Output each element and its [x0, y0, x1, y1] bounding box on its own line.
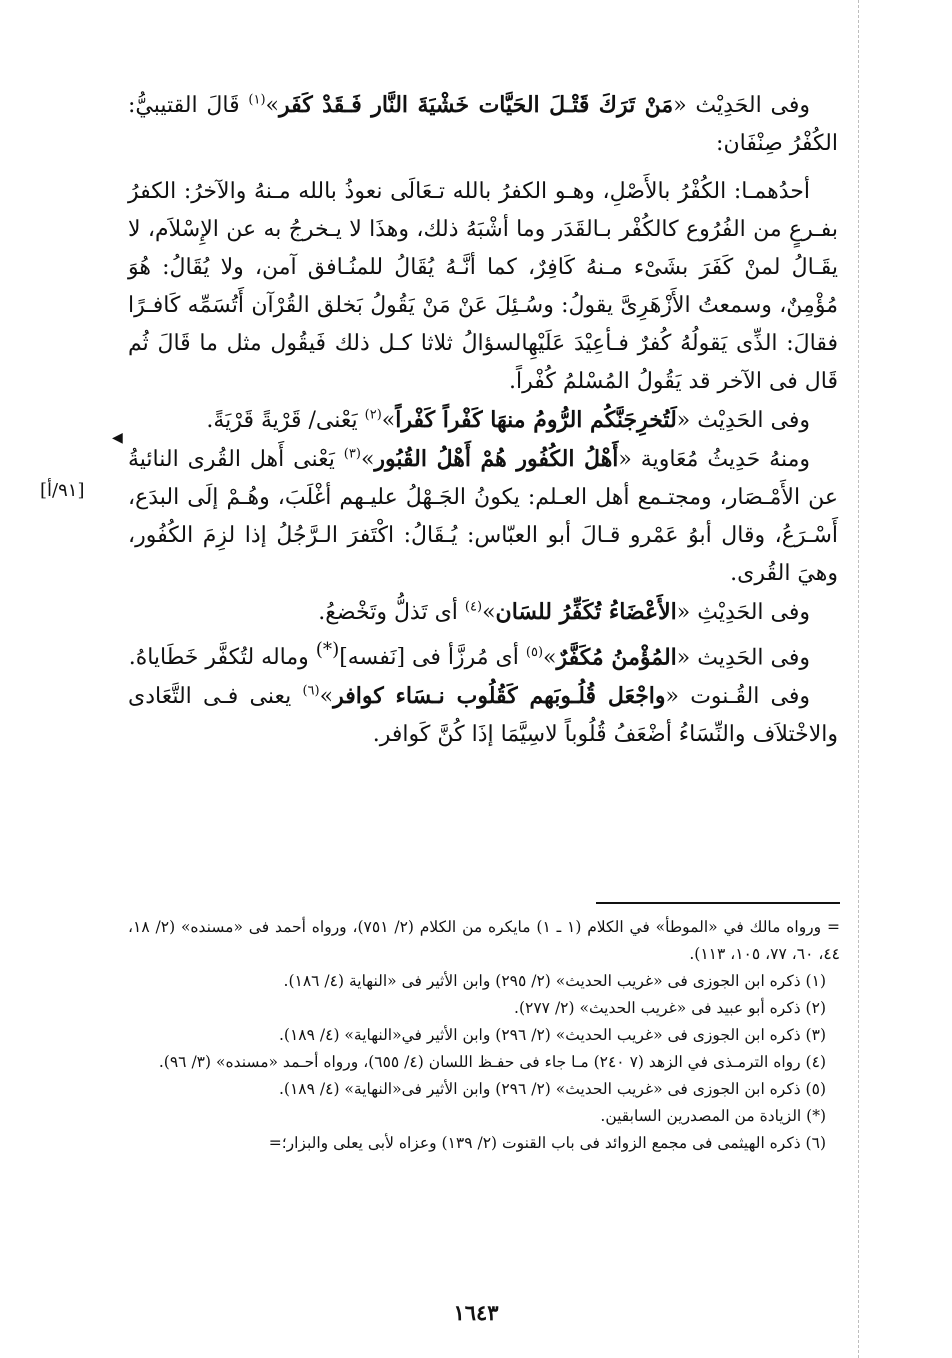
para-text: »: [543, 645, 557, 671]
hadith-quote: الأَعْضَاءُ تُكَفِّرُ للسَان: [495, 599, 677, 625]
para-text: »: [381, 408, 396, 433]
para-text: وفى القُـنوت «: [665, 684, 811, 710]
paragraph-4: [128, 440, 838, 593]
footnote-2: (٢) ذكره أبو عبيد فى «غريب الحديث» (٢/ ٢٧٧).: [514, 999, 826, 1017]
paragraph-1: [128, 86, 838, 163]
para-text: ومنهُ حَدِيثُ مُعَاوية «: [618, 447, 811, 472]
footnote-ref: (١): [248, 92, 266, 108]
footnotes: [128, 914, 840, 1157]
footnote-ref: (٤): [464, 599, 483, 615]
para-text: »: [265, 93, 279, 118]
hadith-quote: مَنْ تَرَكَ قَتْـلَ الحَيَّات خَشْيَةَ النَّار فَـقَدْ كَفَر: [278, 92, 674, 118]
para-text: قَالَ القتيبيُّ: الكُفْرُ صِنْفَان:: [128, 93, 838, 156]
footnote-ref: (٣): [343, 446, 361, 462]
para-text-html: أى مُرزَّأ فى [نَفسه](*) وماله لتُكفَّر خَطَاياهُ.: [128, 640, 526, 671]
footnote-4: (٤) رواه الترمـذى في الزهد (٧ ٢٤٠) مـا جاء فى حفـظ اللسان (٤/ ٦٥٥)، ورواه أحـمد «مسنده» (٣/ ٩٦).: [158, 1053, 826, 1071]
page-number: ١٦٤٣: [453, 1300, 499, 1325]
para-text: وفى الحَدِيث «: [676, 645, 810, 671]
footnote-star: (*) الزيادة من المصدرين السابقين.: [600, 1107, 826, 1125]
folio-marker: [٩١/أ]: [40, 480, 85, 501]
para-text: وفى الحَدِيْث «: [676, 408, 810, 433]
hadith-quote: المُؤْمنُ مُكَفَّرٌ: [556, 644, 677, 671]
main-text: [128, 86, 838, 754]
para-text: يَعْنى أَهل القُرى النائيةُ عن الأَمْـصَار، ومجتـمع أهل العـلم: يكونُ الجَـهْلُ عليـهم أغْلَبَ، وهُـمْ إلَى البدَع، أَسْـرَعُ، وقال أبوُ عَمْرو قـالَ أبو العبّاس: يُـقَالُ: اكْتَفرَ الـرَّجُلُ إذا لزِمَ الكُفُور، وهيَ القُرى.: [128, 447, 838, 586]
para-text: أحدُهمـا: الكُفْرُ بالأَصْلِ، وهـو الكفرُ بالله تـعَالَى نعوذُ بالله مـنهُ والآخرُ: الكفرُ بفـرعٍ من الفُرُوع كالكُفْر بـالقَدَر وما أشْبَهُ ذلك، وهذَا لا يـخرجُ به عن الإِسْلاَم، لا يقَـالُ لمنْ كَفَرَ بشَىْء مـنهُ كَافِرٌ، كما أنَّـهُ يُقَالُ للمنُـافق آمن، ولا يُقَالُ: هُوَ مُؤْمِنٌ، وسمعتُ الأَزْهَرِىَّ يقولُ: وسُـئِلَ عَنْ مَنْ يَقُولُ بَخلق القُرْآن أَتُسَمِّه كَافـرًا فقالَ: الذِّى يَقولُهُ كُفرٌ فـأعِيْدَ عَلَيْهِالسؤالُ ثلاثا كـل ذلك فَيقُول مثل ما قَالَ ثُم قَال فى الآخر قد يَقُولُ المُسْلمُ كُفْراً.: [128, 179, 838, 394]
para-text: أى تَذلُّ وتَخْضعُ.: [318, 600, 465, 625]
para-text: »: [319, 684, 334, 710]
paragraph-3: [128, 401, 838, 440]
hadith-quote: واجْعَل قُلُـوبَهم كَقُلُوب نـسَاء كوافر: [333, 683, 666, 710]
paragraph-7: [128, 677, 838, 754]
hadith-quote: أَهْلُ الكُفُور هُمْ أَهْلُ القُبُور: [374, 446, 619, 472]
footnote-ref: (٢): [364, 407, 382, 423]
paragraph-2: [128, 173, 838, 401]
footnote-6: (٦) ذكره الهيثمى فى مجمع الزوائد فى باب القنوت (٢/ ١٣٩) وعزاه لأبى يعلى والبزار؛=: [268, 1134, 826, 1152]
para-text: »: [482, 600, 496, 625]
para-text: وفى الحَدِيْثِ «: [676, 600, 810, 625]
footnote-ref: (٥): [525, 645, 544, 660]
hadith-quote: لَتُخرِجَنَّكُم الرُّومُ منهَا كَفْراً كَفْراً: [395, 407, 677, 433]
para-text: يعنى فـى التَّعَادى والاخْتلاَف والنِّسَاءُ أضْعَفُ قُلُوباً لاسِيَّمَا إذَا كُنَّ كَوافر.: [128, 684, 838, 748]
margin-dashed-rule: [858, 0, 859, 1358]
para-text: »: [360, 447, 375, 472]
para-text: يَعْنى/ قَرْيةً قَرْيَةً.: [206, 408, 365, 433]
footnote-3: (٣) ذكره ابن الجوزى فى «غريب الحديث» (٢/ ٢٩٦) وابن الأثير في«النهاية» (٤/ ١٨٩).: [278, 1026, 826, 1044]
paragraph-5: [128, 593, 838, 632]
footnote-divider: [596, 902, 840, 904]
paragraph-6: [128, 632, 838, 677]
margin-arrow-icon: ◀: [112, 430, 123, 446]
footnote-ref: (٦): [302, 684, 320, 699]
footnote-5: (٥) ذكره ابن الجوزى فى «غريب الحديث» (٢/ ٢٩٦) وابن الأثير فى«النهاية» (٤/ ١٨٩).: [278, 1080, 826, 1098]
para-text: وفى الحَدِيْث «: [673, 93, 810, 118]
footnote-1: (١) ذكره ابن الجوزى فى «غريب الحديث» (٢/ ٢٩٥) وابن الأثير فى «النهاية (٤/ ١٨٦).: [283, 972, 826, 990]
footnote-continuation: = ورواه مالك في «الموطأ» في الكلام (١ ـ ١) مايكره من الكلام (٢/ ٧٥١)، ورواه أحمد فى «مسنده» (٢/ ١٨، ٤٤، ٦٠، ٧٧، ١٠٥، ١١٣).: [128, 918, 840, 963]
